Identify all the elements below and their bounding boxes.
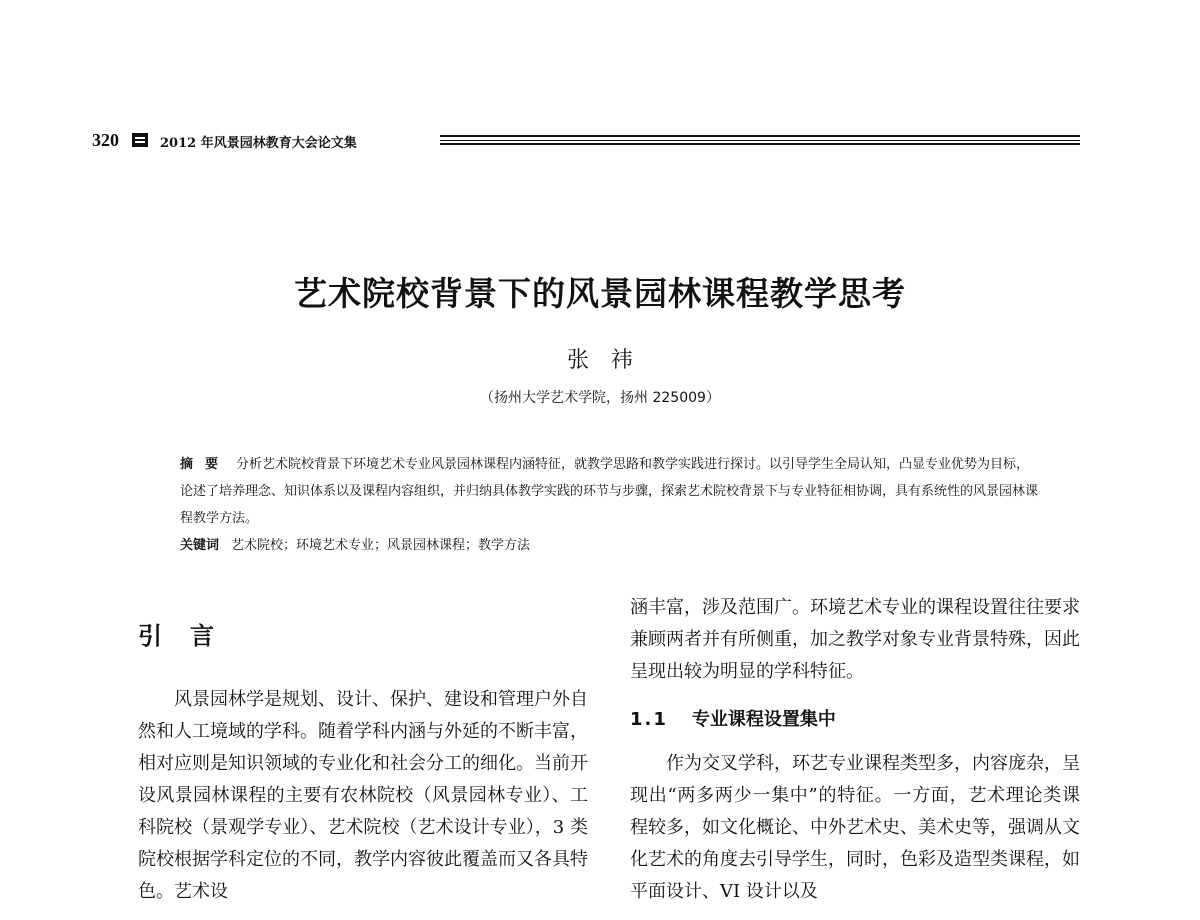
abstract-paragraph: [180, 451, 1040, 532]
intro-paragraph: 风景园林学是规划、设计、保护、建设和管理户外自然和人工境域的学科。随着学科内涵与外延的不断丰富，相对应则是知识领域的专业化和社会分工的细化。当前开设风景园林课程的主要有农林院校（风景园林专业）、工科院校（景观学专业）、艺术院校（艺术设计专业），3 类院校根据学科定位的不同，教学内容彼此覆盖而又各具特色。艺术设: [138, 689, 588, 902]
section-number: 1.1: [630, 709, 668, 730]
abstract-block: [180, 451, 1040, 559]
abstract-text: 分析艺术院校背景下环境艺术专业风景园林课程内涵特征，就教学思路和教学实践进行探讨。以引导学生全局认知，凸显专业优势为目标，论述了培养理念、知识体系以及课程内容组织，并归纳具体教学实践的环节与步骤，探索艺术院校背景下与专业特征相协调，具有系统性的风景园林课程教学方法。: [180, 457, 1039, 526]
keywords-text: 艺术院校；环境艺术专业；风景园林课程；教学方法: [231, 538, 531, 553]
header-ornament-icon: [132, 133, 148, 147]
article-title: 艺术院校背景下的风景园林课程教学思考: [294, 274, 906, 313]
abstract-label: 摘要: [180, 457, 231, 472]
keywords-line: [180, 532, 1040, 559]
page-number: 320: [92, 130, 119, 150]
section-heading: [630, 704, 1080, 736]
journal-title: 2012 年风景园林教育大会论文集: [160, 136, 357, 151]
header-rule: [440, 135, 1080, 137]
right-column: [630, 592, 1080, 908]
continued-paragraph: 涵丰富，涉及范围广。环境艺术专业的课程设置往往要求兼顾两者并有所侧重，加之教学对象专业背景特殊，因此呈现出较为明显的学科特征。: [630, 597, 1080, 682]
author-name: 张祎: [566, 348, 655, 373]
running-header: [92, 130, 1080, 154]
intro-heading: 引言: [138, 622, 242, 650]
section-paragraph: 作为交叉学科，环艺专业课程类型多，内容庞杂，呈现出“两多两少一集中”的特征。一方面，艺术理论类课程较多，如文化概论、中外艺术史、美术史等，强调从文化艺术的角度去引导学生，同时，色彩及造型类课程，如平面设计、VI 设计以及: [630, 753, 1080, 902]
section-title: 专业课程设置集中: [691, 709, 836, 730]
header-rule: [440, 143, 1080, 145]
left-column: [138, 620, 588, 908]
author-affiliation: （扬州大学艺术学院，扬州 225009）: [480, 390, 720, 406]
header-rule: [440, 140, 1080, 141]
keywords-label: 关键词: [180, 538, 220, 553]
